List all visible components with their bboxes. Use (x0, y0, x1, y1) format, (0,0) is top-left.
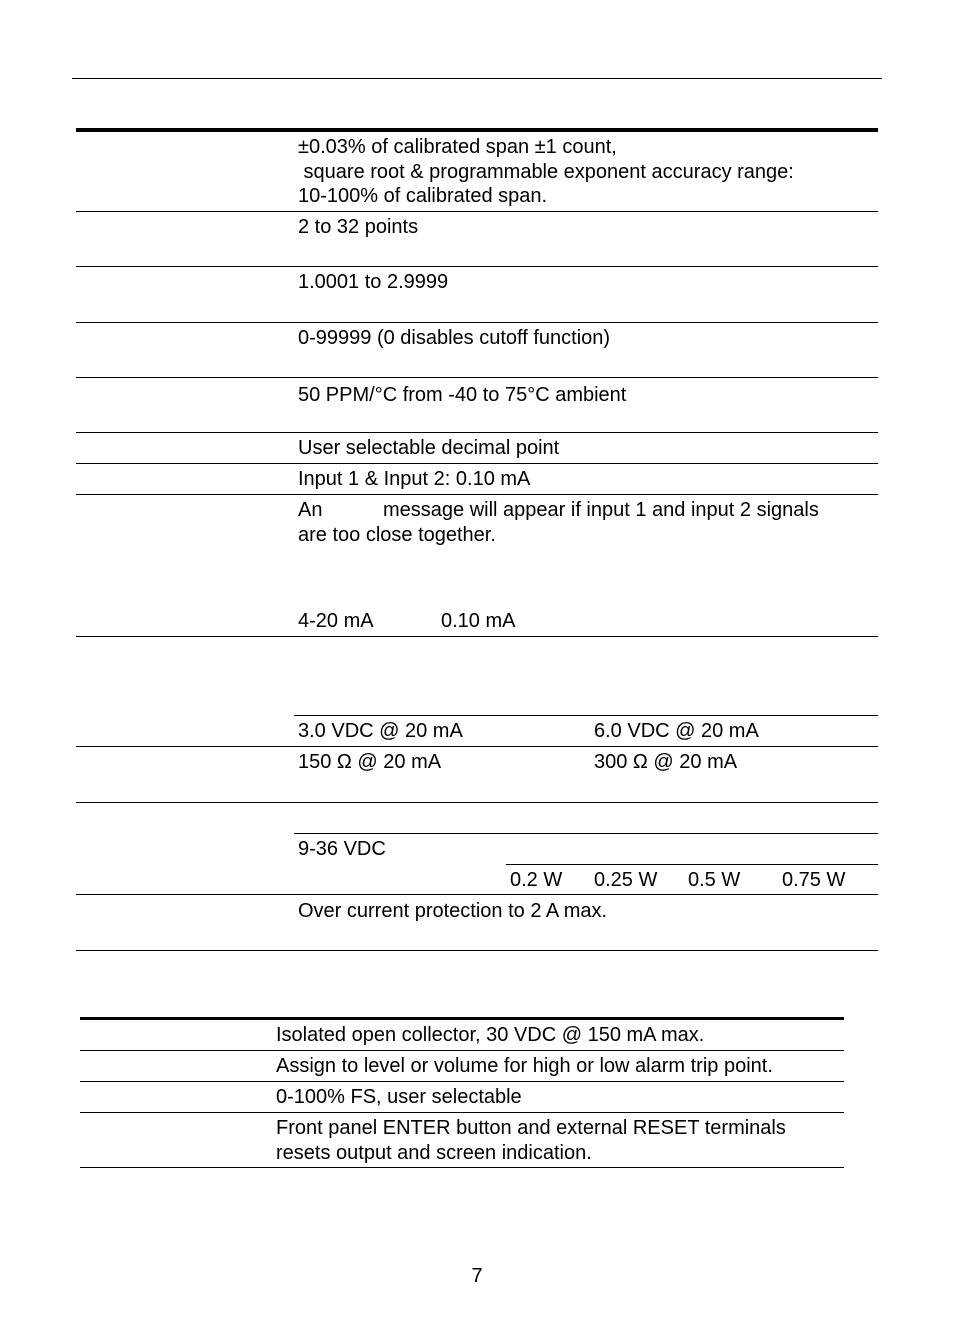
relay-type-value: Isolated open collector, 30 VDC @ 150 mA max. (276, 1024, 705, 1046)
tempco-value: 50 PPM/°C from -40 to 75°C ambient (298, 384, 627, 406)
relay-operation-value: Assign to level or volume for high or low alarm trip point. (276, 1055, 773, 1077)
power-supply-value: 9-36 VDC (298, 838, 386, 860)
protection-value: Over current protection to 2 A max. (298, 900, 608, 922)
row-divider (76, 377, 878, 378)
row-divider (76, 636, 878, 637)
decimal-value: User selectable decimal point (298, 437, 560, 459)
row-divider (80, 1112, 844, 1113)
voltage-col-2: 6.0 VDC @ 20 mA (594, 720, 759, 742)
relay-table-bottom-rule (80, 1167, 844, 1168)
header-rule (72, 78, 882, 79)
row-divider (80, 1081, 844, 1082)
voltage-col-1: 3.0 VDC @ 20 mA (298, 720, 463, 742)
row-divider (76, 322, 878, 323)
row-divider (76, 211, 878, 212)
power-value-4: 0.75 W (782, 869, 846, 891)
sub-table-rule (294, 715, 878, 716)
row-divider (76, 266, 878, 267)
linearization-value: 2 to 32 points (298, 216, 419, 238)
relay-table-top-rule (80, 1017, 844, 1020)
row-divider (80, 1050, 844, 1051)
accuracy-line-3: 10-100% of calibrated span. (298, 185, 548, 207)
relay-reset-line-1: Front panel ENTER button and external RESET terminals (276, 1117, 786, 1139)
row-divider (76, 746, 878, 747)
range-value: 4-20 mA (298, 610, 374, 632)
row-divider (76, 432, 878, 433)
error-msg-rest: message will appear if input 1 and input 2 signals (383, 499, 819, 521)
range-span-value: 0.10 mA (441, 610, 516, 632)
power-value-1: 0.2 W (510, 869, 563, 891)
exponent-value: 1.0001 to 2.9999 (298, 271, 449, 293)
power-value-3: 0.5 W (688, 869, 741, 891)
page-number: 7 (471, 1265, 483, 1287)
power-value-2: 0.25 W (594, 869, 658, 891)
error-msg-an: An (298, 499, 323, 521)
error-msg-line-2: are too close together. (298, 524, 496, 546)
row-divider (76, 463, 878, 464)
accuracy-line-1: ±0.03% of calibrated span ±1 count, (298, 136, 617, 158)
row-divider (76, 494, 878, 495)
cutoff-value: 0-99999 (0 disables cutoff function) (298, 327, 611, 349)
min-span-value: Input 1 & Input 2: 0.10 mA (298, 468, 531, 490)
table-bottom-rule (76, 950, 878, 951)
row-divider (76, 894, 878, 895)
table-top-rule (76, 128, 878, 132)
accuracy-line-2: square root & programmable exponent accuracy range: (298, 161, 794, 183)
relay-reset-line-2: resets output and screen indication. (276, 1142, 592, 1164)
power-sub-rule (506, 864, 878, 865)
resistance-col-1: 150 Ω @ 20 mA (298, 751, 442, 773)
sub-table-rule (294, 833, 878, 834)
row-divider (76, 802, 878, 803)
resistance-col-2: 300 Ω @ 20 mA (594, 751, 738, 773)
relay-setpoint-value: 0-100% FS, user selectable (276, 1086, 522, 1108)
